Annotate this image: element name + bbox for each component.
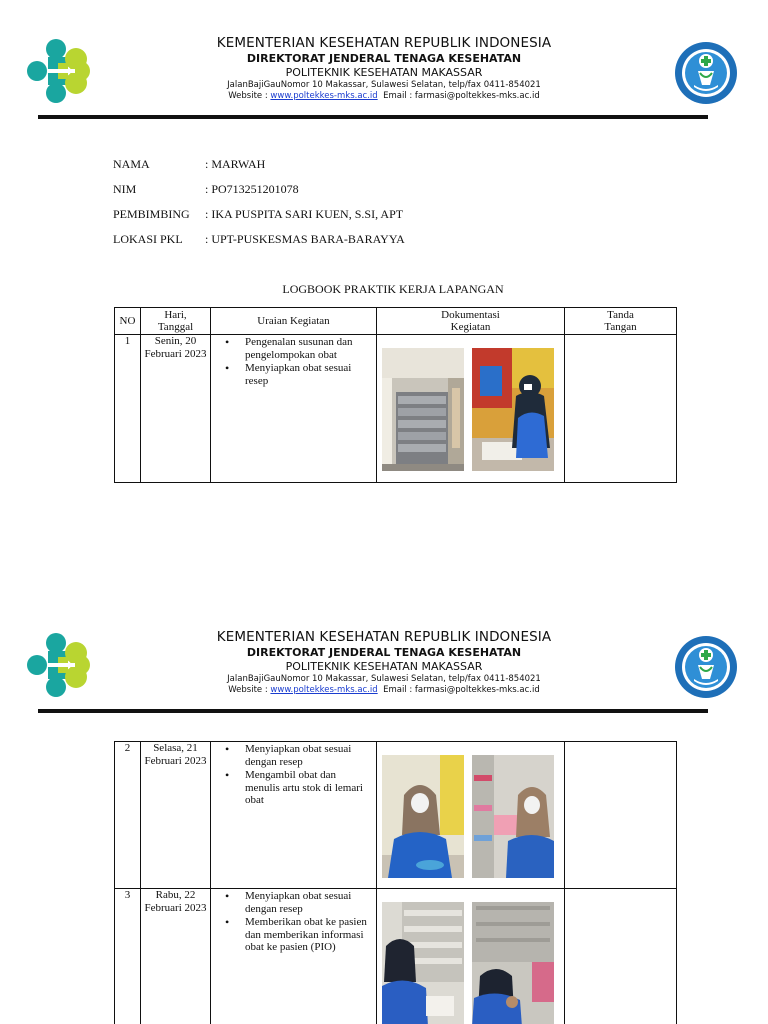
row-documentation	[377, 335, 565, 483]
website-label: Website :	[228, 91, 271, 101]
row-signature	[565, 889, 677, 1024]
preparing-medicine-photo	[472, 348, 554, 471]
info-value: : PO713251201078	[205, 182, 299, 196]
dispensing-counter-photo	[382, 902, 464, 1024]
table-header-row	[115, 308, 677, 335]
letterhead-contact	[150, 685, 618, 696]
header-date: Hari, Tanggal	[141, 308, 211, 335]
letterhead-subtitle: DIREKTORAT JENDERAL TENAGA KESEHATAN	[246, 52, 522, 65]
info-key: NAMA	[113, 157, 150, 171]
info-key: LOKASI PKL	[113, 232, 183, 246]
info-row-location	[113, 232, 405, 257]
info-key: NIM	[113, 182, 137, 196]
table-row	[115, 335, 677, 483]
row-date: Selasa, 21 Februari 2023	[141, 742, 211, 889]
letterhead-rule	[38, 709, 708, 713]
row-tasks	[211, 742, 377, 889]
row-tasks	[211, 335, 377, 483]
student-preparing-medicine-photo	[382, 755, 464, 878]
info-value: : UPT-PUSKESMAS BARA-BARAYYA	[205, 232, 405, 246]
letterhead	[0, 627, 768, 727]
letterhead-title: KEMENTERIAN KESEHATAN REPUBLIK INDONESIA	[216, 629, 552, 645]
document-title: LOGBOOK PRAKTIK KERJA LAPANGAN	[282, 282, 504, 296]
student-info	[113, 157, 405, 257]
poltekkes-emblem-icon	[674, 635, 738, 699]
row-no: 3	[115, 889, 141, 1024]
task-item: • Menyiapkan obat sesuai dengan resep	[225, 890, 372, 915]
row-no: 1	[115, 335, 141, 483]
pharmacy-shelf-photo	[382, 348, 464, 471]
info-key: PEMBIMBING	[113, 207, 190, 221]
info-value: : IKA PUSPITA SARI KUEN, S.SI, APT	[205, 207, 404, 221]
logbook-table	[114, 307, 677, 483]
kemenkes-logo-icon	[26, 631, 92, 699]
letterhead-institution: POLITEKNIK KESEHATAN MAKASSAR	[285, 660, 483, 673]
table-row	[115, 742, 677, 889]
task-item: • Mengambil obat dan menulis artu stok di lemari obat	[225, 769, 372, 807]
row-documentation	[377, 742, 565, 889]
kemenkes-logo-icon	[26, 37, 92, 105]
patient-information-photo	[472, 902, 554, 1024]
task-item: • Pengenalan susunan dan pengelompokan obat	[225, 336, 372, 361]
letterhead	[0, 33, 768, 133]
header-no: NO	[115, 308, 141, 335]
info-row-name	[113, 157, 405, 182]
header-signature: Tanda Tangan	[565, 308, 677, 335]
task-item: • Menyiapkan obat sesuai resep	[225, 362, 372, 387]
logbook-table-continued	[114, 741, 677, 1024]
letterhead-address: JalanBajiGauNomor 10 Makassar, Sulawesi Selatan, telp/fax 0411-854021	[227, 80, 541, 90]
website-label: Website :	[228, 685, 271, 695]
website-link[interactable]: www.poltekkes-mks.ac.id	[270, 91, 378, 101]
row-signature	[565, 335, 677, 483]
letterhead-institution: POLITEKNIK KESEHATAN MAKASSAR	[285, 66, 483, 79]
row-documentation	[377, 889, 565, 1024]
info-row-supervisor	[113, 207, 405, 232]
row-date: Rabu, 22 Februari 2023	[141, 889, 211, 1024]
info-value: : MARWAH	[205, 157, 266, 171]
website-link[interactable]: www.poltekkes-mks.ac.id	[270, 685, 378, 695]
email-text: Email : farmasi@poltekkes-mks.ac.id	[383, 685, 540, 695]
table-row	[115, 889, 677, 1024]
letterhead-address: JalanBajiGauNomor 10 Makassar, Sulawesi Selatan, telp/fax 0411-854021	[227, 674, 541, 684]
letterhead-subtitle: DIREKTORAT JENDERAL TENAGA KESEHATAN	[246, 646, 522, 659]
row-date: Senin, 20 Februari 2023	[141, 335, 211, 483]
task-item: • Menyiapkan obat sesuai dengan resep	[225, 743, 372, 768]
header-task: Uraian Kegiatan	[211, 308, 377, 335]
letterhead-title: KEMENTERIAN KESEHATAN REPUBLIK INDONESIA	[216, 35, 552, 51]
poltekkes-emblem-icon	[674, 41, 738, 105]
header-documentation: Dokumentasi Kegiatan	[377, 308, 565, 335]
letterhead-rule	[38, 115, 708, 119]
stock-card-photo	[472, 755, 554, 878]
letterhead-contact	[150, 91, 618, 102]
row-signature	[565, 742, 677, 889]
row-no: 2	[115, 742, 141, 889]
row-tasks	[211, 889, 377, 1024]
email-text: Email : farmasi@poltekkes-mks.ac.id	[383, 91, 540, 101]
task-item: • Memberikan obat ke pasien dan memberikan informasi obat ke pasien (PIO)	[225, 916, 372, 954]
info-row-nim	[113, 182, 405, 207]
